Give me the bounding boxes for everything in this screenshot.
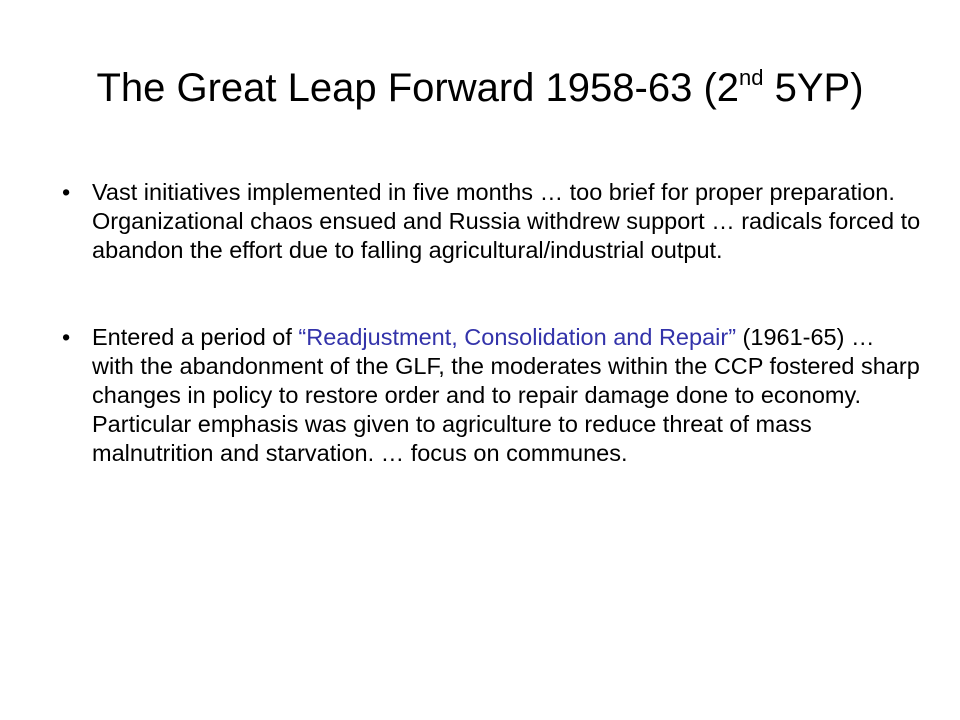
bullet-item [62,178,922,265]
title-tail: 5YP) [763,66,864,110]
bullet-list [62,178,922,468]
title-main: The Great Leap Forward 1958-63 (2 [96,66,740,110]
slide-title [0,64,960,112]
bullet-text: Vast initiatives implemented in five months … too brief for proper preparation. Organizational chaos ensued and Russia withdrew support … radicals forced to abandon the effort due to falling agricultural/industrial output. [92,179,921,263]
bullet-rest-text: (1961-65) … with the abandonment of the GLF, the moderates within the CCP fostered sharp changes in policy to restore order and to repair damage done to economy. Particular emphasis was given to agriculture to reduce threat of mass malnutrition and starvation. … focus on communes. [92,324,920,466]
bullet-lead-text: Entered a period of [92,324,299,350]
bullet-dot-icon: • [62,324,71,350]
bullet-item [62,323,922,468]
title-superscript: nd [739,65,764,90]
bullet-dot-icon: • [62,179,71,205]
bullet-highlight-text: “Readjustment, Consolidation and Repair” [298,324,737,350]
